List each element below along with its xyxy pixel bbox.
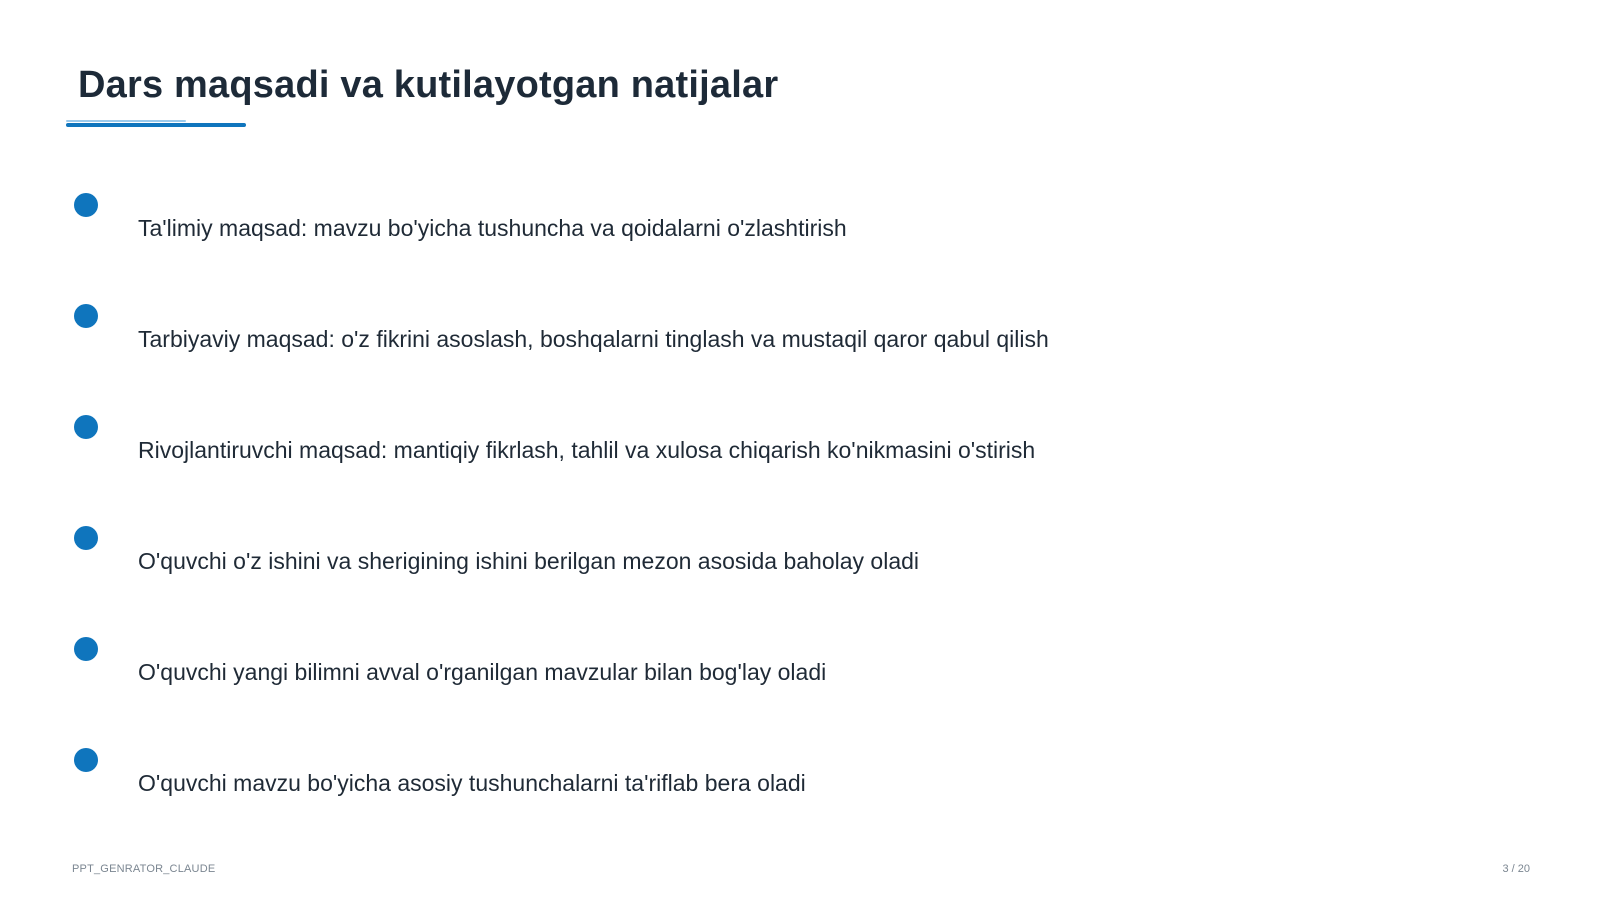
bullet-dot-icon [74, 193, 98, 217]
bullet-text: Rivojlantiruvchi maqsad: mantiqiy fikrlash, tahlil va xulosa chiqarish ko'nikmasini o'stirish [138, 437, 1036, 463]
bullet-text: O'quvchi yangi bilimni avval o'rganilgan mavzular bilan bog'lay oladi [138, 659, 827, 685]
bullet-text: Tarbiyaviy maqsad: o'z fikrini asoslash, boshqalarni tinglash va mustaqil qaror qabul qilish [138, 326, 1049, 352]
list-item [0, 193, 1400, 273]
list-item [0, 748, 1400, 828]
bullet-dot-icon [74, 526, 98, 550]
bullet-dot-icon [74, 415, 98, 439]
list-item [0, 304, 1400, 384]
list-item [0, 637, 1400, 717]
bullet-text: O'quvchi mavzu bo'yicha asosiy tushunchalarni ta'riflab bera oladi [138, 770, 806, 796]
bullet-dot-icon [74, 748, 98, 772]
list-item [0, 526, 1400, 606]
footer-source-label: PPT_GENRATOR_CLAUDE [72, 863, 216, 875]
bullet-text: Ta'limiy maqsad: mavzu bo'yicha tushuncha va qoidalarni o'zlashtirish [138, 215, 847, 241]
bullet-dot-icon [74, 637, 98, 661]
bullet-text: O'quvchi o'z ishini va sherigining ishini berilgan mezon asosida baholay oladi [138, 548, 920, 574]
list-item [0, 415, 1400, 495]
page-indicator: 3 / 20 [1502, 863, 1530, 875]
bullet-dot-icon [74, 304, 98, 328]
slide-title: Dars maqsadi va kutilayotgan natijalar [78, 64, 779, 106]
